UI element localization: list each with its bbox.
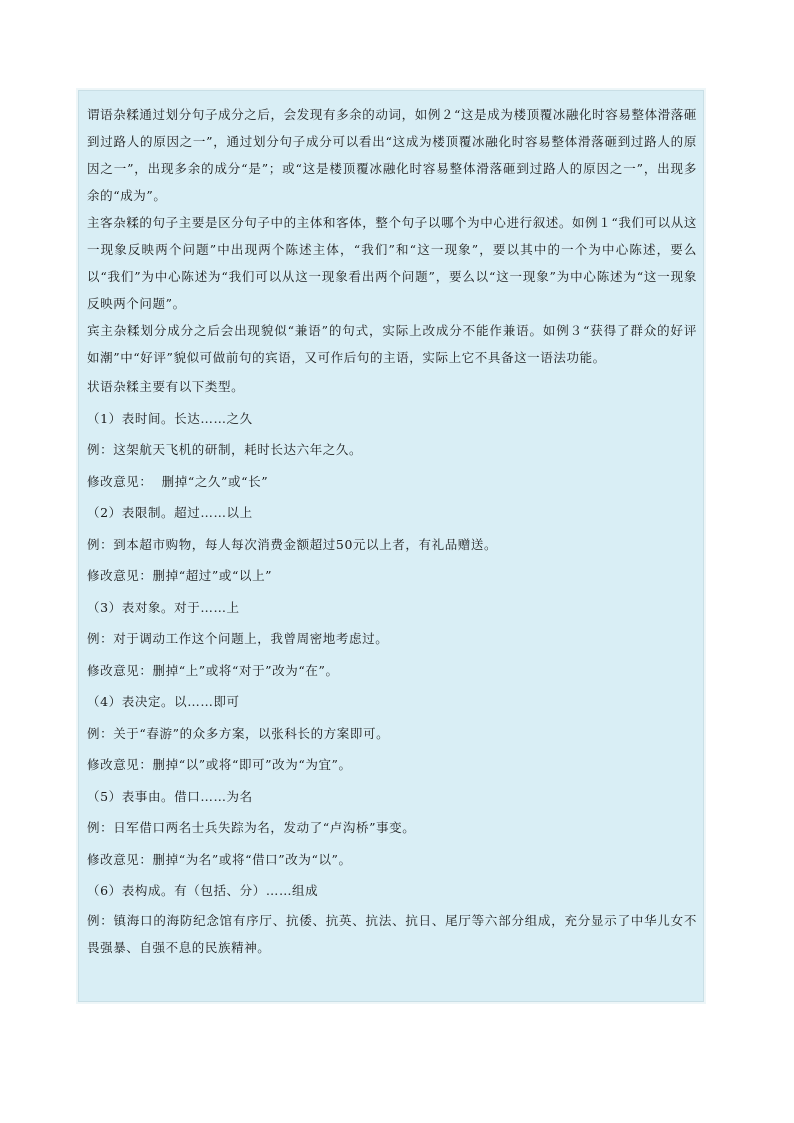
paragraph-subject-object-mix: 主客杂糅的句子主要是区分句子中的主体和客体，整个句子以哪个为中心进行叙述。如例１“我们可以从这一现象反映两个问题”中出现两个陈述主体，“我们”和“这一现象”，要以其中的一个为中心陈述，要么以“我们”为中心陈述为“我们可以从这一现象看出两个问题”，要么以“这一现象”为中心陈述为“这一现象反映两个问题”。 (87, 215, 697, 311)
text-line: 例：日军借口两名士兵失踪为名，发动了“卢沟桥”事变。 (87, 820, 416, 835)
text-line: （6）表构成。有（包括、分）……组成 (87, 883, 319, 898)
content-box (78, 90, 704, 1002)
text-line: 修改意见：删掉“为名”或将“借口”改为“以”。 (87, 851, 352, 867)
text-line: （4）表决定。以……即可 (87, 694, 240, 709)
text-line: 状语杂糅主要有以下类型。 (87, 379, 245, 394)
text-line: 例：这架航天飞机的研制，耗时长达六年之久。 (87, 442, 363, 457)
text-line: 例：对于调动工作这个问题上，我曾周密地考虑过。 (87, 631, 389, 646)
paragraph-predicate-mix: 谓语杂糅通过划分句子成分之后，会发现有多余的动词，如例２“这是成为楼顶覆冰融化时容易整体滑落砸到过路人的原因之一”，通过划分句子成分可以看出“这成为楼顶覆冰融化时容易整体滑落砸到过路人的原因之一”，出现多余的成分“是”；或“这是楼顶覆冰融化时容易整体滑落砸到过路人的原因之一”，出现多余的“成为”。 (87, 107, 697, 203)
text-line: 修改意见：删掉“以”或将“即可”改为“为宜”。 (87, 757, 352, 772)
text-line: 修改意见：删掉“超过”或“以上” (87, 568, 273, 583)
text-line: （1）表时间。长达……之久 (87, 410, 253, 426)
paragraph-example-last: 例：镇海口的海防纪念馆有序厅、抗倭、抗英、抗法、抗日、尾厅等六部分组成，充分显示了中华儿女不畏强暴、自强不息的民族精神。 (87, 912, 697, 955)
paragraph-object-subject-mix: 宾主杂糅划分成分之后会出现貌似“兼语”的句式，实际上改成分不能作兼语。如例３“获得了群众的好评如潮”中“好评”貌似可做前句的宾语，又可作后句的主语，实际上它不具备这一语法功能。 (87, 323, 697, 365)
text-line: 例：到本超市购物，每人每次消费金额超过50元以上者，有礼品赠送。 (87, 536, 498, 552)
text-line: 修改意见：删掉“上”或将“对于”改为“在”。 (87, 662, 339, 678)
text-line: （5）表事由。借口……为名 (87, 788, 253, 804)
text-line: （3）表对象。对于……上 (87, 599, 240, 615)
text-line: 修改意见： 删掉“之久”或“长” (87, 473, 269, 489)
text-line: （2）表限制。超过……以上 (87, 505, 253, 520)
text-line: 例：关于“春游”的众多方案，以张科长的方案即可。 (87, 725, 390, 741)
